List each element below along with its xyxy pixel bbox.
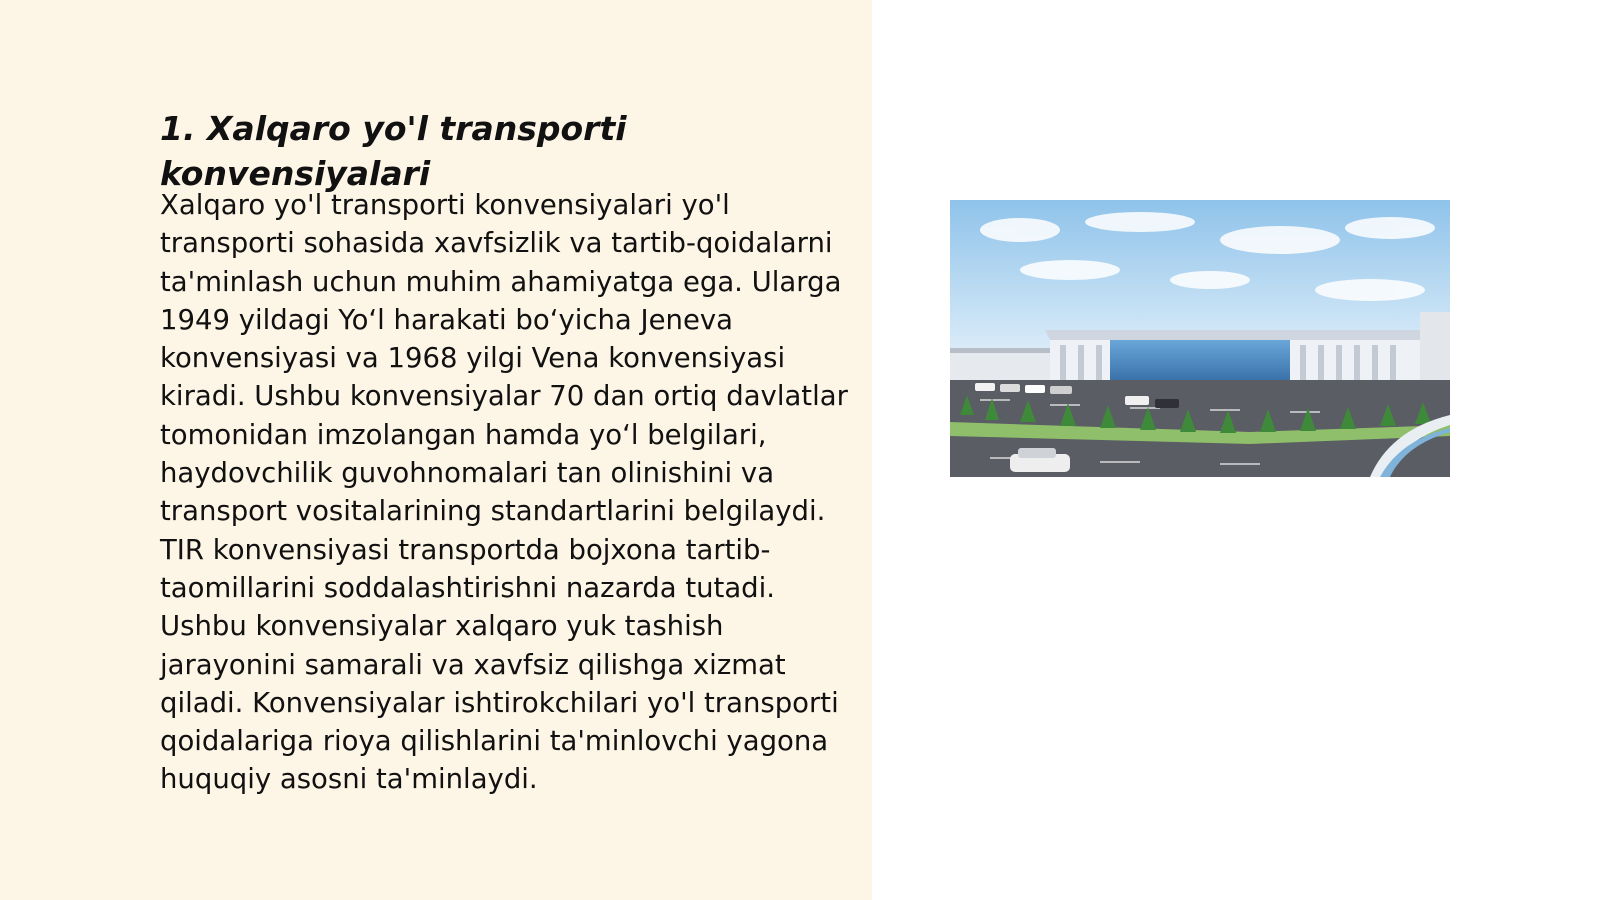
terminal-glass-facade	[1110, 340, 1290, 380]
slide-body-text: Xalqaro yo'l transporti konvensiyalari yo'l transporti sohasida xavfsizlik va tartib-qoidalarni ta'minlash uchun muhim ahamiyatga ega. Ularga 1949 yildagi Yo‘l harakati bo‘yicha Jeneva konvensiyasi va 1968 yilgi Vena konvensiyasi kiradi. Ushbu konvensiyalar 70 dan ortiq davlatlar tomonidan imzolangan hamda yo‘l belgilari, haydovchilik guvohnomalari tan olinishini va transport vositalarining standartlarini belgilaydi. TIR konvensiyasi transportda bojxona tartib-taomillarini soddalashtirishni nazarda tutadi. Ushbu konvensiyalar xalqaro yuk tashish jarayonini samarali va xavfsiz qilishga xizmat qiladi. Konvensiyalar ishtirokchilari yo'l transporti qoidalariga rioya qilishlarini ta'minlovchi yagona huquqiy asosni ta'minlaydi.	[160, 189, 848, 796]
terminal-roof	[1045, 330, 1430, 340]
slide-title: 1. Xalqaro yo'l transporti konvensiyalari	[160, 109, 627, 193]
right-tower	[1420, 312, 1450, 390]
terminal-building-illustration	[950, 200, 1450, 477]
terminal-building-photo	[950, 200, 1450, 477]
left-wing	[950, 350, 1060, 380]
